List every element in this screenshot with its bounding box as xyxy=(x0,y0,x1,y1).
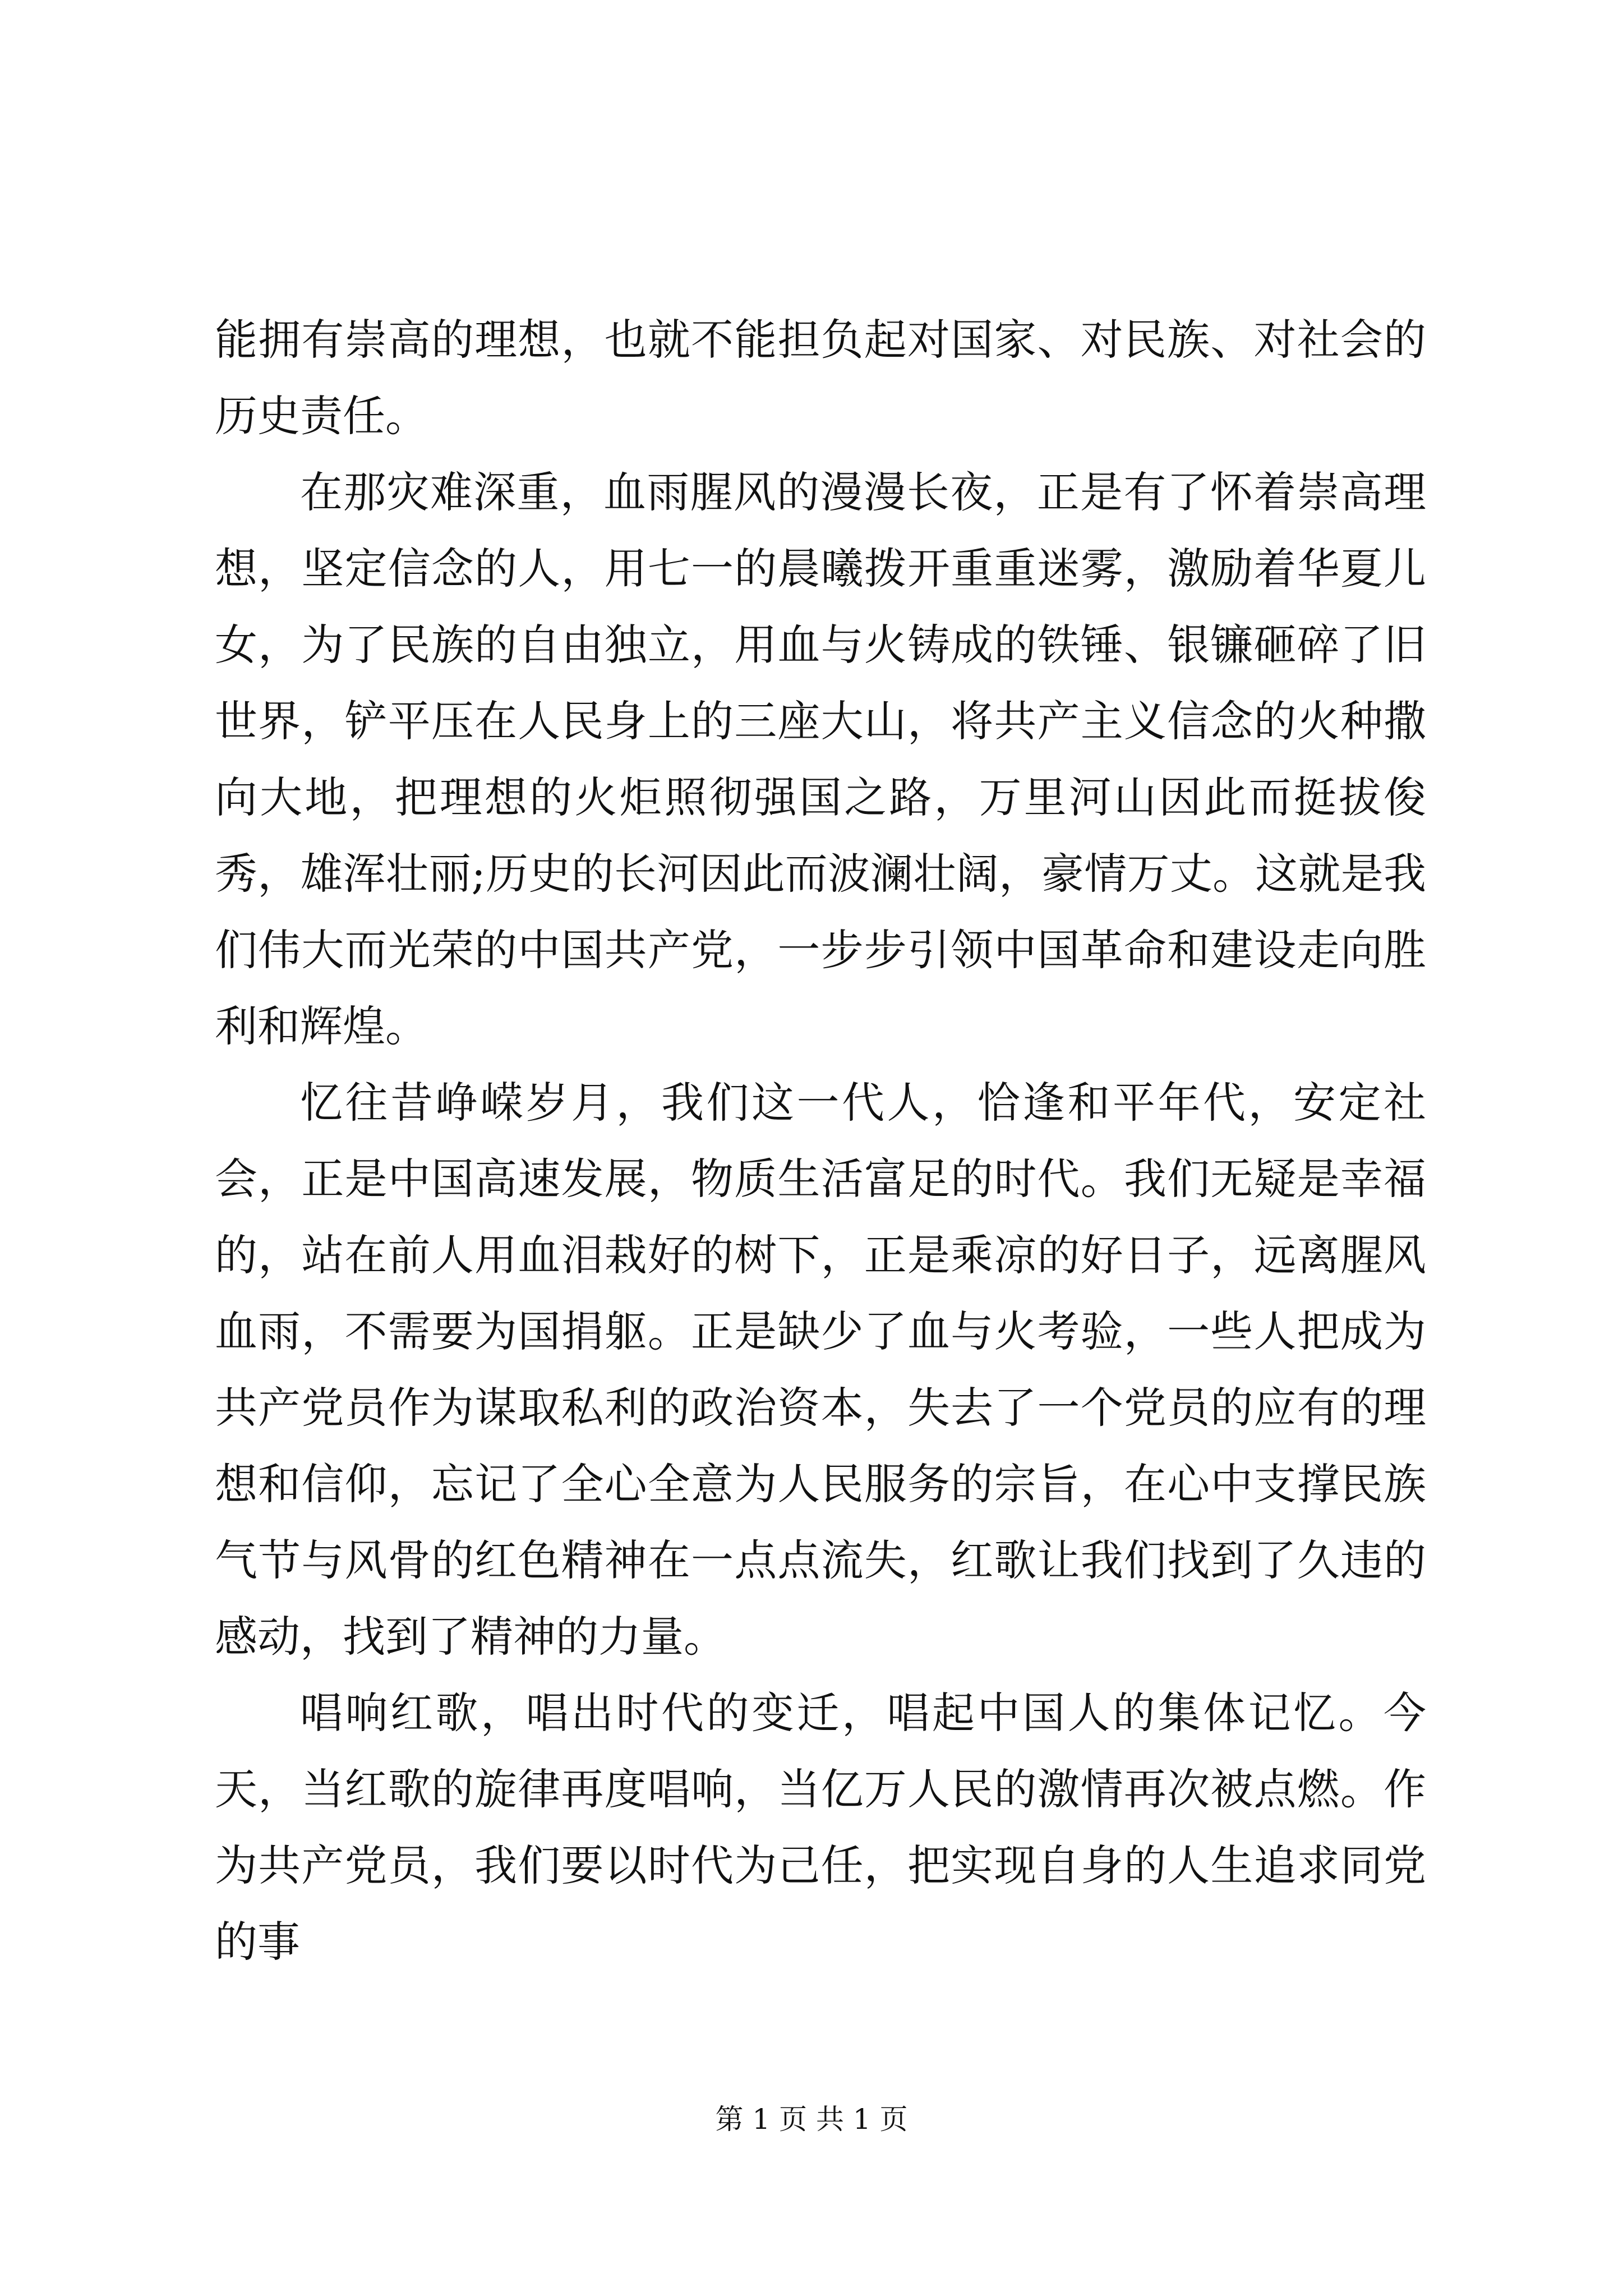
paragraph-4: 唱响红歌，唱出时代的变迁，唱起中国人的集体记忆。今天，当红歌的旋律再度唱响，当亿万人民的激情再次被点燃。作为共产党员，我们要以时代为己任，把实现自身的人生追求同党的事 xyxy=(215,1688,1426,1967)
paragraph-2: 在那灾难深重，血雨腥风的漫漫长夜，正是有了怀着崇高理想，坚定信念的人，用七一的晨曦拨开重重迷雾，激励着华夏儿女，为了民族的自由独立，用血与火铸成的铁锤、银镰砸碎了旧世界，铲平压在人民身上的三座大山，将共产主义信念的火种撒向大地，把理想的火炬照彻强国之路，万里河山因此而挺拔俊秀，雄浑壮丽;历史的长河因此而波澜壮阔，豪情万丈。这就是我们伟大而光荣的中国共产党，一步步引领中国革命和建设走向胜利和辉煌。 xyxy=(215,467,1426,1051)
page-footer: 第 1 页 共 1 页 xyxy=(715,2103,908,2136)
document-body xyxy=(215,302,1426,1980)
paragraph-1: 能拥有崇高的理想，也就不能担负起对国家、对民族、对社会的历史责任。 xyxy=(215,315,1426,441)
paragraph-3: 忆往昔峥嵘岁月，我们这一代人，恰逢和平年代，安定社会，正是中国高速发展，物质生活富足的时代。我们无疑是幸福的，站在前人用血泪栽好的树下，正是乘凉的好日子，远离腥风血雨，不需要为国捐躯。正是缺少了血与火考验，一些人把成为共产党员作为谋取私利的政治资本，失去了一个党员的应有的理想和信仰，忘记了全心全意为人民服务的宗旨，在心中支撑民族气节与风骨的红色精神在一点点流失，红歌让我们找到了久违的感动，找到了精神的力量。 xyxy=(215,1078,1426,1662)
